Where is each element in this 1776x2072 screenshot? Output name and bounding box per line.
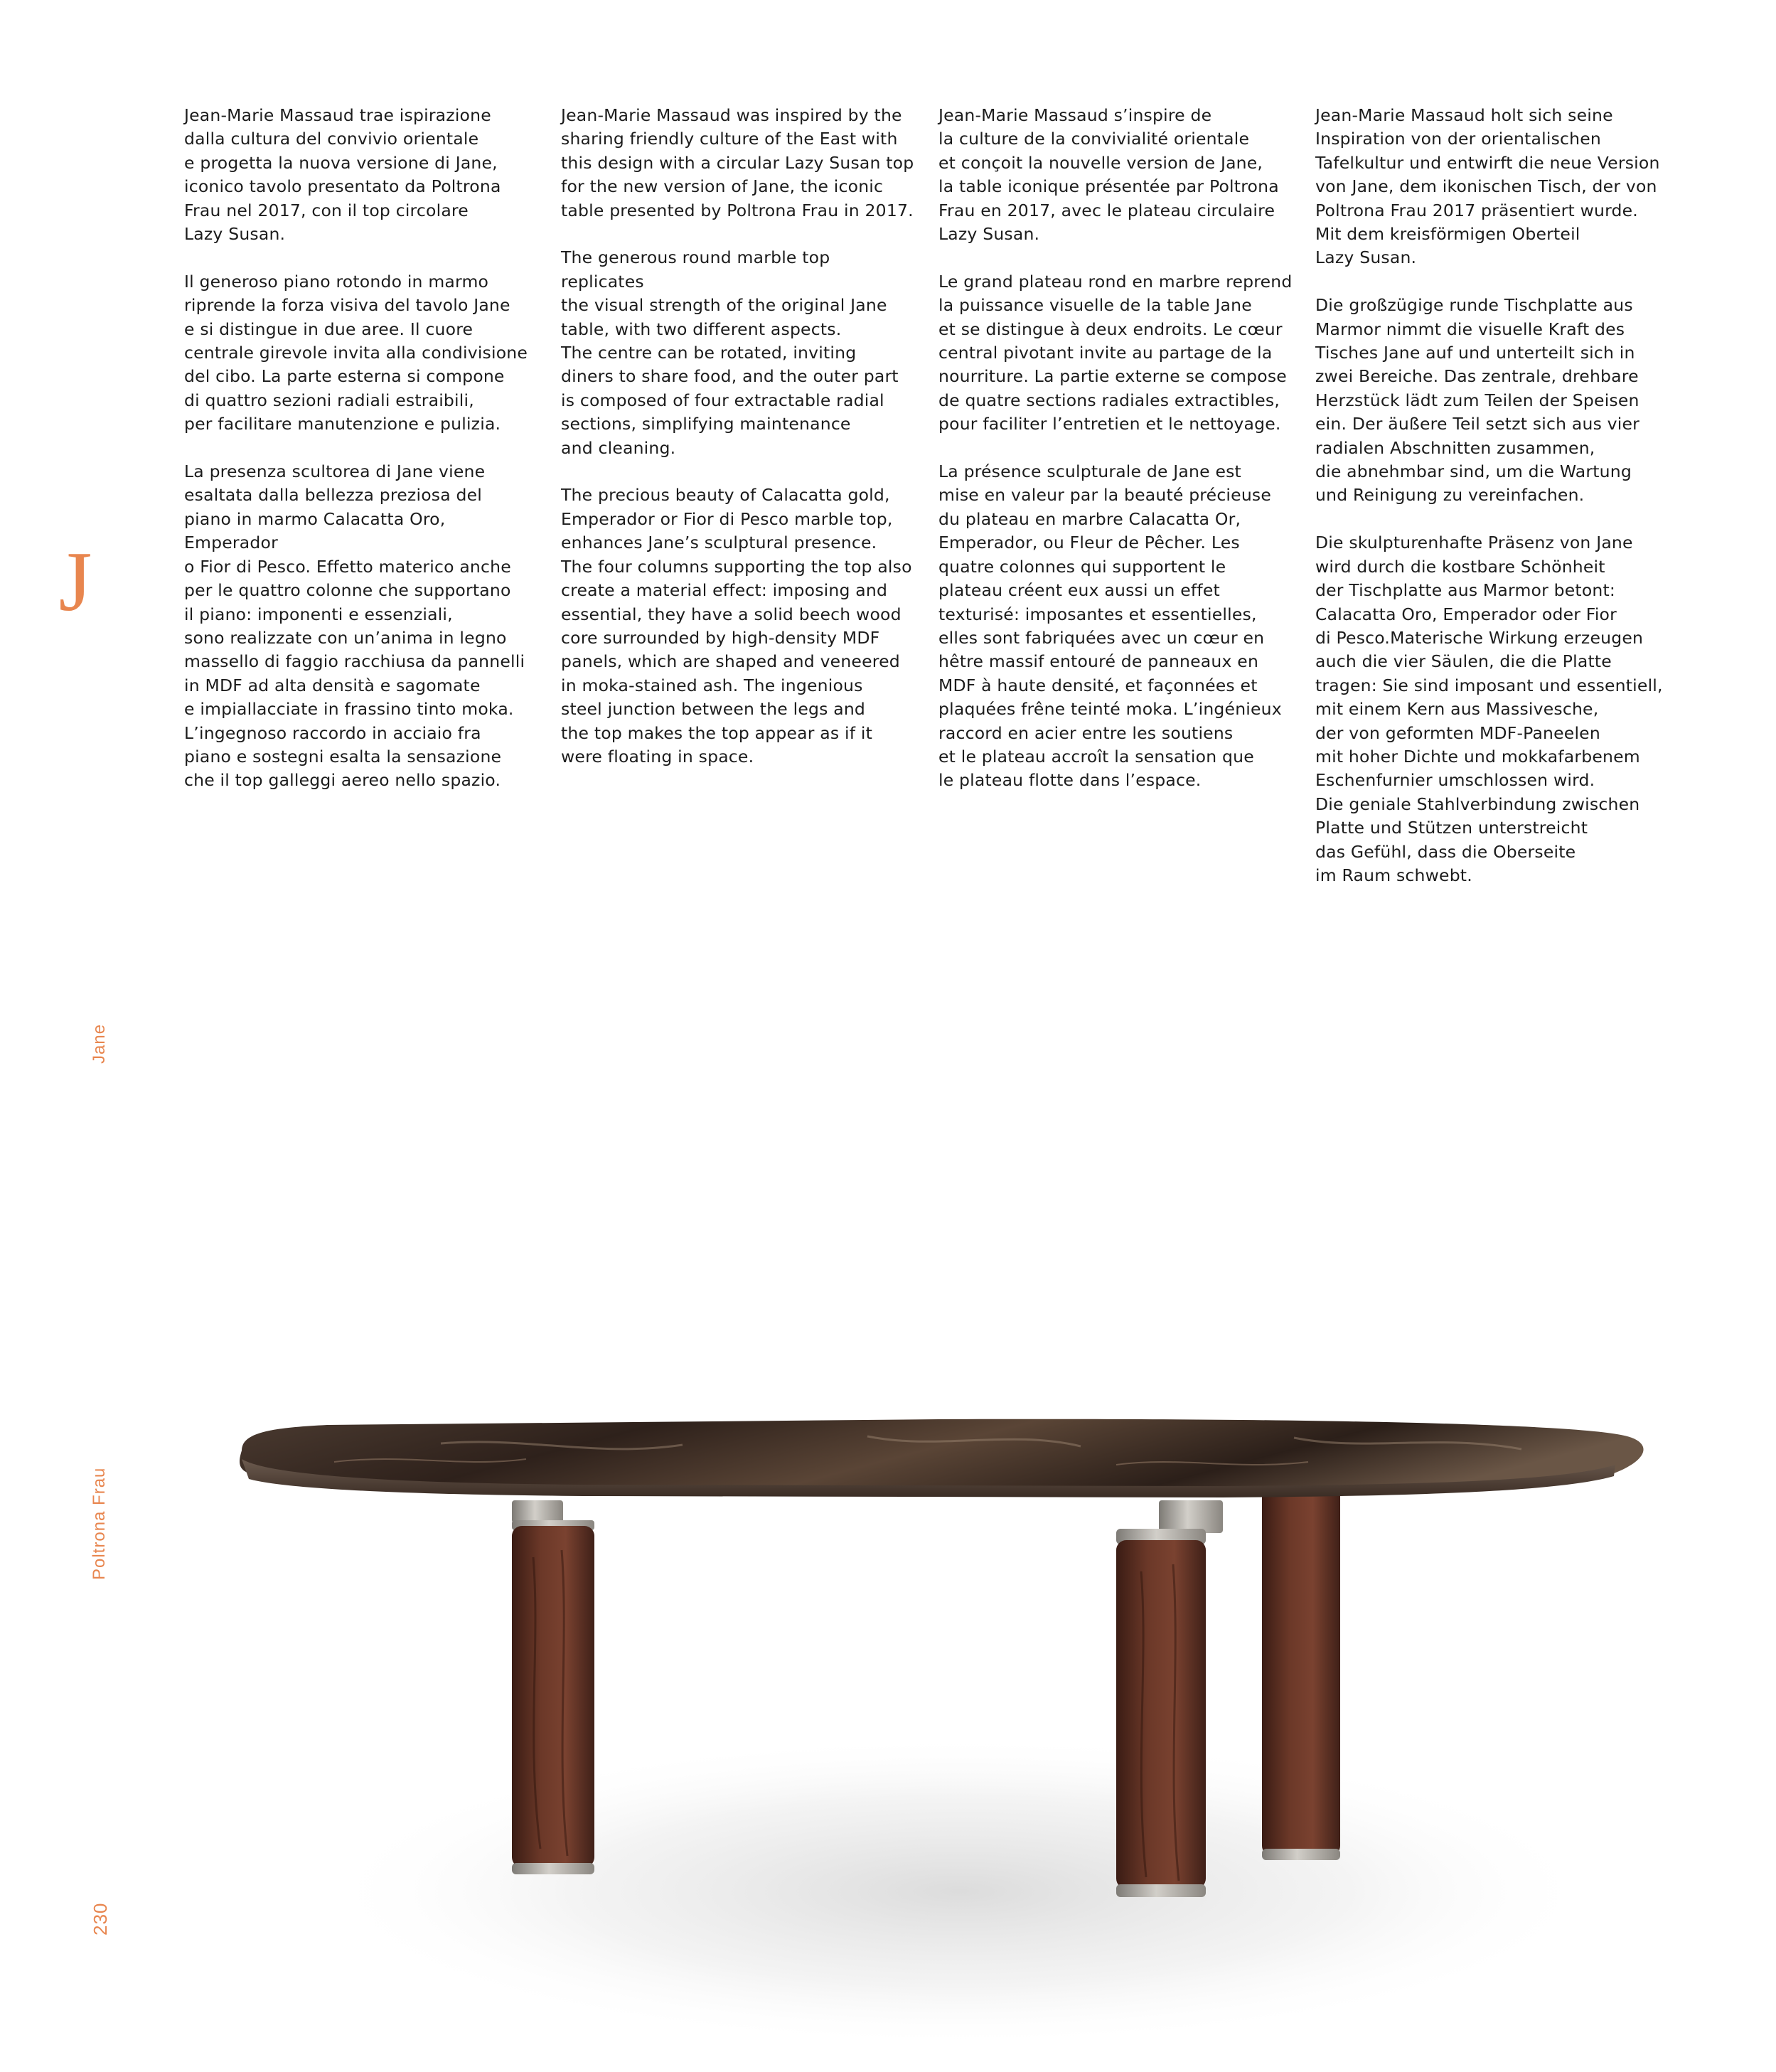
column-italian xyxy=(184,104,540,816)
paragraph: Die großzügige runde Tischplatte aus Marmor nimmt die visuelle Kraft des Tisches Jane auf und unterteilt sich in zwei Bereiche. Das zentrale, drehbare Herzstück lädt zum Teilen der Speisen ein. Der äußere Teil setzt sich aus vier radialen Abschnitten zusammen, die abnehmbar sind, um die Wartung und Reinigung zu vereinfachen. xyxy=(1315,295,1640,506)
section-title-vertical: Jane xyxy=(90,1023,109,1064)
column-german xyxy=(1315,104,1671,912)
paragraph: La presenza scultorea di Jane viene esaltata dalla bellezza preziosa del piano in marmo Calacatta Oro, Emperador o Fior di Pesco. Effetto materico anche per le quattro colonne che supportano il piano: imponenti e essenziali, sono realizzate con un’anima in legno massello di faggio racchiusa da pannelli in MDF ad alta densità e sagomate e impiallacciate in frassino tinto moka. L’ingegnoso raccordo in acciaio fra piano e sostegni esalta la sensazione che il top galleggi aereo nello spazio. xyxy=(184,461,525,791)
table-leg-front-left xyxy=(512,1500,594,1874)
column-french xyxy=(938,104,1294,816)
brand-vertical: Poltrona Frau xyxy=(90,1467,109,1580)
paragraph: Jean-Marie Massaud trae ispirazione dalla cultura del convivio orientale e progetta la nuova versione di Jane, iconico tavolo presentato da Poltrona Frau nel 2017, con il top circolare Lazy Susan. xyxy=(184,105,501,245)
marble-tabletop xyxy=(240,1419,1644,1497)
column-english xyxy=(561,104,916,793)
section-letter: J xyxy=(58,534,92,629)
product-photo-jane-table xyxy=(228,1394,1657,2062)
paragraph: The generous round marble top replicates the visual strength of the original Jane table, with two different aspects. The centre can be rotated, inviting diners to share food, and the outer part is composed of four extractable radial sections, simplifying maintenance and cleaning. xyxy=(561,247,899,458)
paragraph: Jean-Marie Massaud was inspired by the sharing friendly culture of the East with this design with a circular Lazy Susan top for the new version of Jane, the iconic table presented by Poltrona Frau in 2017. xyxy=(561,105,914,220)
paragraph: Jean-Marie Massaud holt sich seine Inspiration von der orientalischen Tafelkultur und entwirft die neue Version von Jane, dem ikonischen Tisch, der von Poltrona Frau 2017 präsentiert wurde. Mit dem kreisförmigen Oberteil Lazy Susan. xyxy=(1315,105,1660,268)
paragraph: The precious beauty of Calacatta gold, Emperador or Fior di Pesco marble top, enhances Jane’s sculptural presence. The four columns supporting the top also create a material effect: imposing and essential, they have a solid beech wood core surrounded by high-density MDF panels, which are shaped and veneered in moka-stained ash. The ingenious steel junction between the legs and the top makes the top appear as if it were floating in space. xyxy=(561,485,912,767)
paragraph: Le grand plateau rond en marbre reprend la puissance visuelle de la table Jane et se distingue à deux endroits. Le cœur central pivotant invite au partage de la nourriture. La partie externe se compose de quatre sections radiales extractibles, pour faciliter l’entretien et le nettoyage. xyxy=(938,271,1293,434)
paragraph: Jean-Marie Massaud s’inspire de la culture de la convivialité orientale et conçoit la nouvelle version de Jane, la table iconique présentée par Poltrona Frau en 2017, avec le plateau circulaire Lazy Susan. xyxy=(938,105,1279,245)
paragraph: Die skulpturenhafte Präsenz von Jane wird durch die kostbare Schönheit der Tischplatte aus Marmor betont: Calacatta Oro, Emperador oder Fior di Pesco.Materische Wirkung erzeugen auch die vier Säulen, die die Platte tragen: Sie sind imposant und essentiell, mit einem Kern aus Massivesche, der von geformten MDF-Paneelen mit hoher Dichte und mokkafarbenem Eschenfurnier umschlossen wird. Die geniale Stahlverbindung zwischen Platte und Stützen unterstreicht das Gefühl, dass die Oberseite im Raum schwebt. xyxy=(1315,533,1663,885)
table-leg-back xyxy=(1262,1479,1340,1860)
paragraph: La présence sculpturale de Jane est mise en valeur par la beauté précieuse du plateau en marbre Calacatta Or, Emperador, ou Fleur de Pêcher. Les quatre colonnes qui supportent le plateau créent eux aussi un effet texturisé: imposantes et essentielles, elles sont fabriquées avec un cœur en hêtre massif entouré de panneaux en MDF à haute densité, et façonnées et plaquées frêne teinté moka. L’ingénieux raccord en acier entre les soutiens et le plateau accroît la sensation que le plateau flotte dans l’espace. xyxy=(938,461,1282,791)
page-number: 230 xyxy=(90,1902,111,1935)
paragraph: Il generoso piano rotondo in marmo riprende la forza visiva del tavolo Jane e si distingue in due aree. Il cuore centrale girevole invita alla condivisione del cibo. La parte esterna si compone di quattro sezioni radiali estraibili, per facilitare manutenzione e pulizia. xyxy=(184,271,528,434)
